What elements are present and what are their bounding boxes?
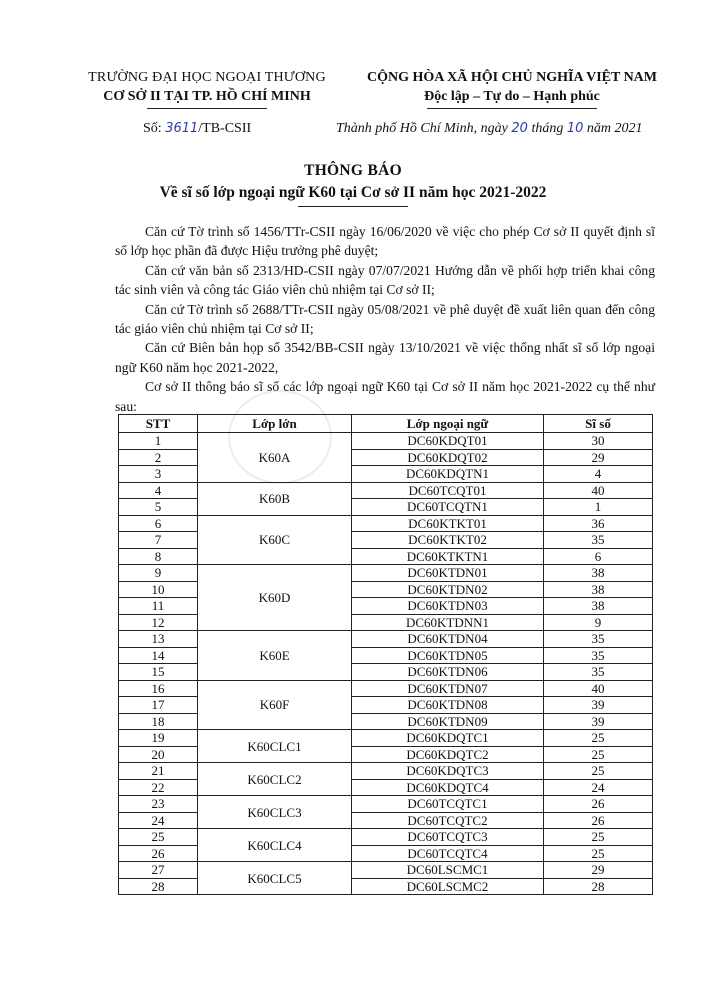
cell-lop-lon: K60CLC5 xyxy=(198,862,352,895)
table-row xyxy=(119,680,653,697)
cell-si-so: 26 xyxy=(544,812,653,829)
campus-name: CƠ SỞ II TẠI TP. HỒ CHÍ MINH xyxy=(103,89,311,104)
cell-si-so: 39 xyxy=(544,713,653,730)
table-row xyxy=(119,796,653,813)
subtitle-rule xyxy=(298,206,408,207)
date-day: 20 xyxy=(511,121,528,136)
paragraph: Cơ sở II thông báo sĩ số các lớp ngoại ngữ K60 tại Cơ sở II năm học 2021-2022 cụ thể như sau: xyxy=(115,379,655,414)
header-stt: STT xyxy=(119,415,198,433)
cell-si-so: 24 xyxy=(544,779,653,796)
cell-stt: 26 xyxy=(119,845,198,862)
cell-stt: 14 xyxy=(119,647,198,664)
cell-si-so: 36 xyxy=(544,515,653,532)
cell-lop-ngoai-ngu: DC60KTDN06 xyxy=(352,664,544,681)
cell-si-so: 6 xyxy=(544,548,653,565)
cell-stt: 25 xyxy=(119,829,198,846)
cell-stt: 17 xyxy=(119,697,198,714)
cell-lop-ngoai-ngu: DC60LSCMC1 xyxy=(352,862,544,879)
cell-lop-ngoai-ngu: DC60KTDN04 xyxy=(352,631,544,648)
cell-lop-ngoai-ngu: DC60KTDN07 xyxy=(352,680,544,697)
paragraph: Căn cứ văn bản số 2313/HD-CSII ngày 07/07/2021 Hướng dẫn về phối hợp triển khai công tác sinh viên và công tác Giáo viên chủ nhiệm tại Cơ sở II; xyxy=(115,262,655,298)
cell-lop-lon: K60B xyxy=(198,482,352,515)
cell-lop-ngoai-ngu: DC60KTKTN1 xyxy=(352,548,544,565)
cell-si-so: 29 xyxy=(544,449,653,466)
cell-si-so: 35 xyxy=(544,664,653,681)
cell-si-so: 40 xyxy=(544,482,653,499)
cell-lop-ngoai-ngu: DC60KTKT02 xyxy=(352,532,544,549)
cell-lop-ngoai-ngu: DC60TCQTC2 xyxy=(352,812,544,829)
cell-stt: 16 xyxy=(119,680,198,697)
cell-si-so: 35 xyxy=(544,631,653,648)
cell-si-so: 29 xyxy=(544,862,653,879)
document-subtitle xyxy=(0,184,706,207)
cell-si-so: 25 xyxy=(544,829,653,846)
subtitle-text: Về sĩ số lớp ngoại ngữ K60 tại Cơ sở II năm học 2021-2022 xyxy=(159,184,547,201)
organization-header xyxy=(62,68,352,109)
header-lop-lon: Lớp lớn xyxy=(198,415,352,433)
cell-stt: 9 xyxy=(119,565,198,582)
document-body xyxy=(115,222,655,416)
cell-stt: 28 xyxy=(119,878,198,895)
cell-stt: 15 xyxy=(119,664,198,681)
national-motto: Độc lập – Tự do – Hạnh phúc xyxy=(424,89,600,104)
cell-stt: 24 xyxy=(119,812,198,829)
date-prefix: Thành phố Hồ Chí Minh, ngày xyxy=(336,121,512,136)
cell-si-so: 25 xyxy=(544,746,653,763)
cell-stt: 10 xyxy=(119,581,198,598)
cell-lop-ngoai-ngu: DC60KTDNN1 xyxy=(352,614,544,631)
header-right-rule xyxy=(427,108,597,109)
cell-lop-ngoai-ngu: DC60TCQTC1 xyxy=(352,796,544,813)
cell-si-so: 35 xyxy=(544,647,653,664)
table-header-row xyxy=(119,415,653,433)
cell-lop-ngoai-ngu: DC60KDQTN1 xyxy=(352,466,544,483)
cell-lop-lon: K60C xyxy=(198,515,352,565)
paragraph: Căn cứ Tờ trình số 1456/TTr-CSII ngày 16/06/2020 về việc cho phép Cơ sở II quyết định sĩ số lớp học phần đã được Hiệu trưởng phê duyệt; xyxy=(115,224,655,259)
header-lop-ngoai-ngu: Lớp ngoại ngữ xyxy=(352,415,544,433)
cell-lop-ngoai-ngu: DC60KTDN05 xyxy=(352,647,544,664)
cell-lop-ngoai-ngu: DC60KDQTC2 xyxy=(352,746,544,763)
cell-lop-ngoai-ngu: DC60TCQTC3 xyxy=(352,829,544,846)
cell-lop-ngoai-ngu: DC60KTDN09 xyxy=(352,713,544,730)
cell-si-so: 28 xyxy=(544,878,653,895)
cell-lop-ngoai-ngu: DC60KTDN02 xyxy=(352,581,544,598)
cell-stt: 1 xyxy=(119,433,198,450)
table-row xyxy=(119,730,653,747)
document-title: THÔNG BÁO xyxy=(304,162,402,179)
cell-lop-ngoai-ngu: DC60KTDN03 xyxy=(352,598,544,615)
cell-si-so: 25 xyxy=(544,730,653,747)
cell-lop-ngoai-ngu: DC60KTDN01 xyxy=(352,565,544,582)
cell-stt: 12 xyxy=(119,614,198,631)
cell-lop-ngoai-ngu: DC60TCQTC4 xyxy=(352,845,544,862)
paragraph: Căn cứ Biên bản họp số 3542/BB-CSII ngày 13/10/2021 về việc thống nhất sĩ số lớp ngoại ngữ K60 năm học 2021-2022, xyxy=(115,340,655,375)
cell-si-so: 25 xyxy=(544,845,653,862)
cell-lop-lon: K60CLC3 xyxy=(198,796,352,829)
cell-stt: 22 xyxy=(119,779,198,796)
table-row xyxy=(119,763,653,780)
cell-si-so: 39 xyxy=(544,697,653,714)
cell-si-so: 38 xyxy=(544,581,653,598)
cell-stt: 23 xyxy=(119,796,198,813)
cell-si-so: 26 xyxy=(544,796,653,813)
cell-lop-ngoai-ngu: DC60KDQTC1 xyxy=(352,730,544,747)
doc-number-handwritten: 3611 xyxy=(165,121,199,136)
cell-lop-lon: K60D xyxy=(198,565,352,631)
cell-lop-lon: K60A xyxy=(198,433,352,483)
cell-si-so: 38 xyxy=(544,565,653,582)
cell-lop-lon: K60CLC2 xyxy=(198,763,352,796)
doc-number-prefix: Số: xyxy=(143,121,166,136)
cell-stt: 11 xyxy=(119,598,198,615)
table-body xyxy=(119,433,653,895)
cell-si-so: 30 xyxy=(544,433,653,450)
cell-stt: 6 xyxy=(119,515,198,532)
table-row xyxy=(119,829,653,846)
cell-stt: 7 xyxy=(119,532,198,549)
header-si-so: Sĩ số xyxy=(544,415,653,433)
doc-number-suffix: /TB-CSII xyxy=(198,121,252,136)
table-row xyxy=(119,433,653,450)
cell-lop-ngoai-ngu: DC60LSCMC2 xyxy=(352,878,544,895)
cell-stt: 27 xyxy=(119,862,198,879)
cell-si-so: 1 xyxy=(544,499,653,516)
cell-stt: 2 xyxy=(119,449,198,466)
header-left-rule xyxy=(147,108,267,109)
national-header xyxy=(352,68,672,109)
document-number xyxy=(143,121,251,137)
cell-lop-lon: K60CLC4 xyxy=(198,829,352,862)
cell-stt: 18 xyxy=(119,713,198,730)
table-row xyxy=(119,565,653,582)
table-row xyxy=(119,482,653,499)
date-line xyxy=(336,121,643,137)
table-row xyxy=(119,862,653,879)
cell-stt: 20 xyxy=(119,746,198,763)
cell-lop-lon: K60F xyxy=(198,680,352,730)
cell-si-so: 25 xyxy=(544,763,653,780)
cell-si-so: 4 xyxy=(544,466,653,483)
table-row xyxy=(119,631,653,648)
cell-lop-ngoai-ngu: DC60TCQT01 xyxy=(352,482,544,499)
university-name: TRƯỜNG ĐẠI HỌC NGOẠI THƯƠNG xyxy=(88,70,326,85)
cell-lop-ngoai-ngu: DC60KDQTC3 xyxy=(352,763,544,780)
cell-stt: 13 xyxy=(119,631,198,648)
cell-stt: 19 xyxy=(119,730,198,747)
paragraph: Căn cứ Tờ trình số 2688/TTr-CSII ngày 05/08/2021 về phê duyệt đề xuất liên quan đến công tác giáo viên chủ nhiệm tại Cơ sở II; xyxy=(115,301,655,337)
cell-stt: 21 xyxy=(119,763,198,780)
cell-si-so: 40 xyxy=(544,680,653,697)
class-size-table xyxy=(118,414,653,895)
cell-lop-ngoai-ngu: DC60KTDN08 xyxy=(352,697,544,714)
cell-si-so: 38 xyxy=(544,598,653,615)
cell-stt: 3 xyxy=(119,466,198,483)
cell-lop-lon: K60E xyxy=(198,631,352,681)
cell-stt: 4 xyxy=(119,482,198,499)
cell-lop-ngoai-ngu: DC60KTKT01 xyxy=(352,515,544,532)
cell-lop-ngoai-ngu: DC60TCQTN1 xyxy=(352,499,544,516)
date-mid: tháng xyxy=(527,121,567,136)
cell-si-so: 35 xyxy=(544,532,653,549)
cell-stt: 8 xyxy=(119,548,198,565)
cell-lop-lon: K60CLC1 xyxy=(198,730,352,763)
table-row xyxy=(119,515,653,532)
cell-si-so: 9 xyxy=(544,614,653,631)
cell-stt: 5 xyxy=(119,499,198,516)
national-title: CỘNG HÒA XÃ HỘI CHỦ NGHĨA VIỆT NAM xyxy=(366,70,657,85)
cell-lop-ngoai-ngu: DC60KDQT02 xyxy=(352,449,544,466)
cell-lop-ngoai-ngu: DC60KDQTC4 xyxy=(352,779,544,796)
date-month: 10 xyxy=(566,121,584,136)
date-suffix: năm 2021 xyxy=(583,121,643,136)
cell-lop-ngoai-ngu: DC60KDQT01 xyxy=(352,433,544,450)
